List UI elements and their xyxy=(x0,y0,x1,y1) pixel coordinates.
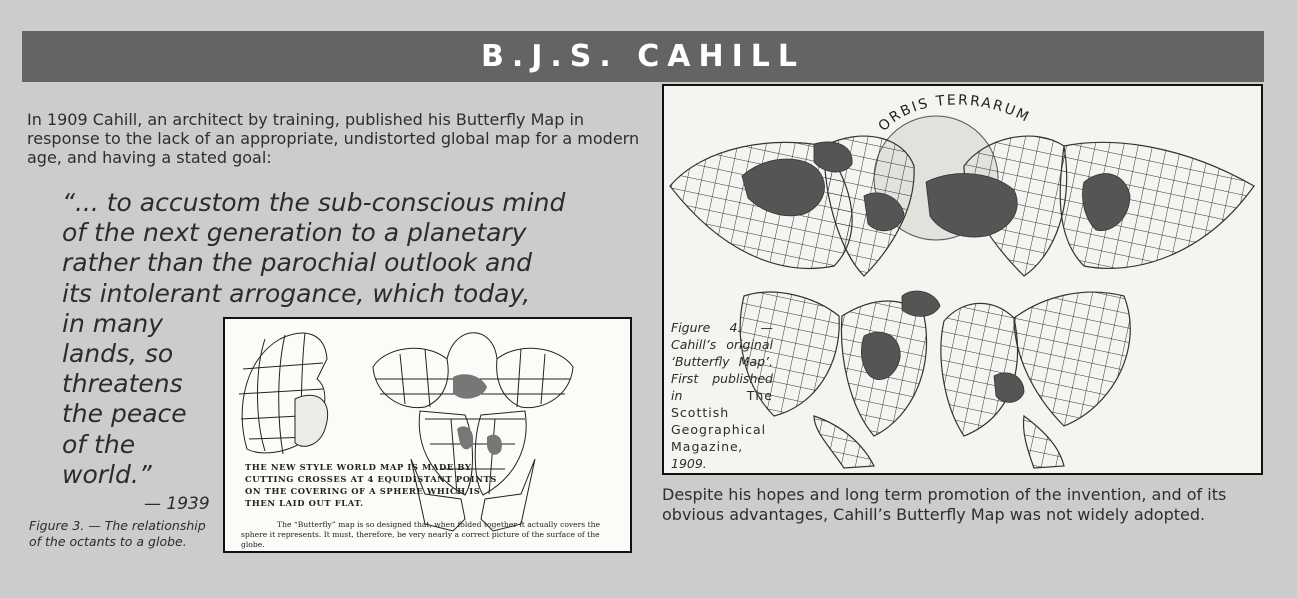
quote-line: of the xyxy=(62,429,136,459)
figure-3-text-lower: The “Butterfly” map is so designed that, when folded together it actually covers the sphere it represents. It must, therefore, be very nearly a correct picture of the surface of the globe. xyxy=(241,520,601,549)
figure-4-caption-post: , 1909. xyxy=(671,439,743,471)
figure-3-text-upper: THE NEW STYLE WORLD MAP IS MADE BY CUTTING CROSSES AT 4 EQUIDISTANT POINTS ON THE COVERING OF A SPHERE WHICH IS THEN LAID OUT FLAT. xyxy=(245,462,497,508)
quote-line: its intolerant arrogance, which today, xyxy=(62,278,531,308)
page-title: B.J.S. CAHILL xyxy=(480,39,805,74)
figure-3-caption: Figure 3. — The relationship of the octants to a globe. xyxy=(29,518,206,549)
quote-line: rather than the parochial outlook and xyxy=(62,248,533,278)
quote-line: world.” xyxy=(62,459,152,489)
figure-4-caption xyxy=(671,319,773,472)
quote-line: of the next generation to a planetary xyxy=(62,218,527,248)
quote-line: in many xyxy=(62,308,164,338)
quote-attribution: — 1939 xyxy=(144,494,210,514)
quote-line: the peace xyxy=(62,399,187,429)
octant-globe-illustration xyxy=(225,319,630,551)
quote-line: “... to accustom the sub-conscious mind xyxy=(62,188,566,217)
figure-3-image xyxy=(223,317,632,553)
figure-4-caption-pre: Figure 4. — Cahill’s original ‘Butterfly Map’. First published in xyxy=(671,320,773,403)
intro-paragraph: In 1909 Cahill, an architect by training, published his Butterfly Map in response to the lack of an appropriate, undistorted global map for a modern age, and having a stated goal: xyxy=(27,110,640,167)
title-banner xyxy=(22,31,1264,82)
closing-paragraph: Despite his hopes and long term promotion of the invention, and of its obvious advantages, Cahill’s Butterfly Map was not widely adopted. xyxy=(662,485,1227,524)
figure-4-caption-title: The Scottish Geographical Magazine xyxy=(671,388,773,454)
map-label: ORBIS TERRARUM xyxy=(875,92,1033,135)
quote-line: threatens xyxy=(62,369,183,399)
quote-line: lands, so xyxy=(62,339,174,369)
